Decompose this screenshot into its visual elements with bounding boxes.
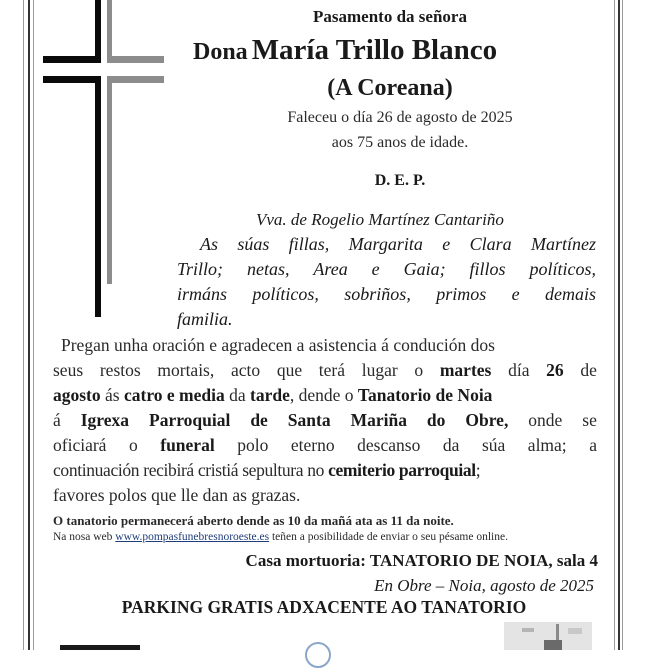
map-building: [544, 640, 562, 650]
deceased-name-line: [193, 34, 497, 67]
map-thumbnail: [504, 622, 592, 650]
dep-label: D. E. P.: [374, 172, 426, 189]
cross-black-top-vertical: [95, 0, 101, 63]
body-line-1: Pregan unha oración e agradecen a asistencia á condución dos: [61, 335, 495, 355]
deceased-name: María Trillo Blanco: [251, 34, 498, 66]
cross-grey-top-bar: [107, 56, 164, 63]
right-border-main: [618, 0, 620, 650]
web-notice: Na nosa web www.pompasfunebresnoroeste.es teñen a posibilidade de enviar o seu pésame online.: [53, 531, 508, 543]
notice-header: Pasamento da señora: [313, 7, 467, 26]
funeral-home: Casa mortuoria: TANATORIO DE NOIA, sala 4: [245, 551, 598, 570]
left-border-outer: [23, 0, 24, 650]
family-line-3: irmáns políticos, sobriños, primos e demais: [177, 284, 596, 304]
body-line-6: continuación recibirá cristiá sepultura no cemiterio parroquial;: [53, 460, 481, 480]
body-line-7: favores polos que lle dan as grazas.: [53, 485, 301, 505]
cross-black-bottom-bar: [43, 76, 101, 83]
age-line: aos 75 anos de idade.: [331, 134, 469, 151]
body-line-2: seus restos mortais, acto que terá lugar o martes día 26 de: [53, 360, 597, 380]
body-line-5: oficiará o funeral polo eterno descanso da súa alma; a: [53, 435, 597, 455]
time: catro e media: [123, 385, 225, 405]
body-line-3: agosto ás catro e media da tarde, dende o Tanatorio de Noia: [53, 385, 493, 405]
map-road: [522, 628, 534, 632]
nickname: (A Coreana): [327, 75, 453, 101]
cross-black-top-bar: [43, 56, 101, 63]
cross-black-bottom-vertical: [95, 76, 101, 317]
left-border-inner: [33, 0, 34, 650]
family-line-1: As súas fillas, Margarita e Clara Martínez: [200, 234, 596, 254]
family-line-2: Trillo; netas, Area e Gaia; fillos políticos,: [177, 259, 596, 279]
day-of-week: martes: [439, 360, 492, 380]
body-line-4: á Igrexa Parroquial de Santa Mariña do Obre, onde se: [53, 410, 597, 430]
cross-grey-bottom-vertical: [107, 76, 112, 284]
time-period: tarde: [250, 385, 290, 405]
map-road: [568, 628, 582, 634]
parking-notice: PARKING GRATIS ADXACENTE AO TANATORIO: [121, 597, 527, 617]
funeral-company-logo: [60, 645, 140, 650]
left-border-main: [28, 0, 30, 650]
website-link[interactable]: www.pompasfunebresnoroeste.es: [115, 531, 270, 543]
opening-hours: O tanatorio permanecerá aberto dende as 10 da mañá ata as 11 da noite.: [53, 513, 454, 528]
family-line-4: familia.: [177, 309, 233, 329]
cemetery: cemiterio parroquial: [328, 460, 476, 480]
departure-place: Tanatorio de Noia: [357, 385, 493, 405]
place-date: En Obre – Noia, agosto de 2025: [374, 576, 594, 595]
ceremony: funeral: [160, 435, 215, 455]
emblem-logo: [305, 642, 331, 668]
cross-grey-bottom-bar: [107, 76, 164, 83]
right-border-outer: [622, 0, 623, 650]
day-number: 26: [546, 360, 564, 380]
death-date: Faleceu o día 26 de agosto de 2025: [287, 109, 513, 126]
cross-grey-top-vertical: [107, 0, 112, 63]
month: agosto: [53, 385, 101, 405]
right-border-inner: [614, 0, 615, 650]
title-prefix: Dona: [193, 39, 248, 65]
widow-line: Vva. de Rogelio Martínez Cantariño: [256, 210, 504, 229]
